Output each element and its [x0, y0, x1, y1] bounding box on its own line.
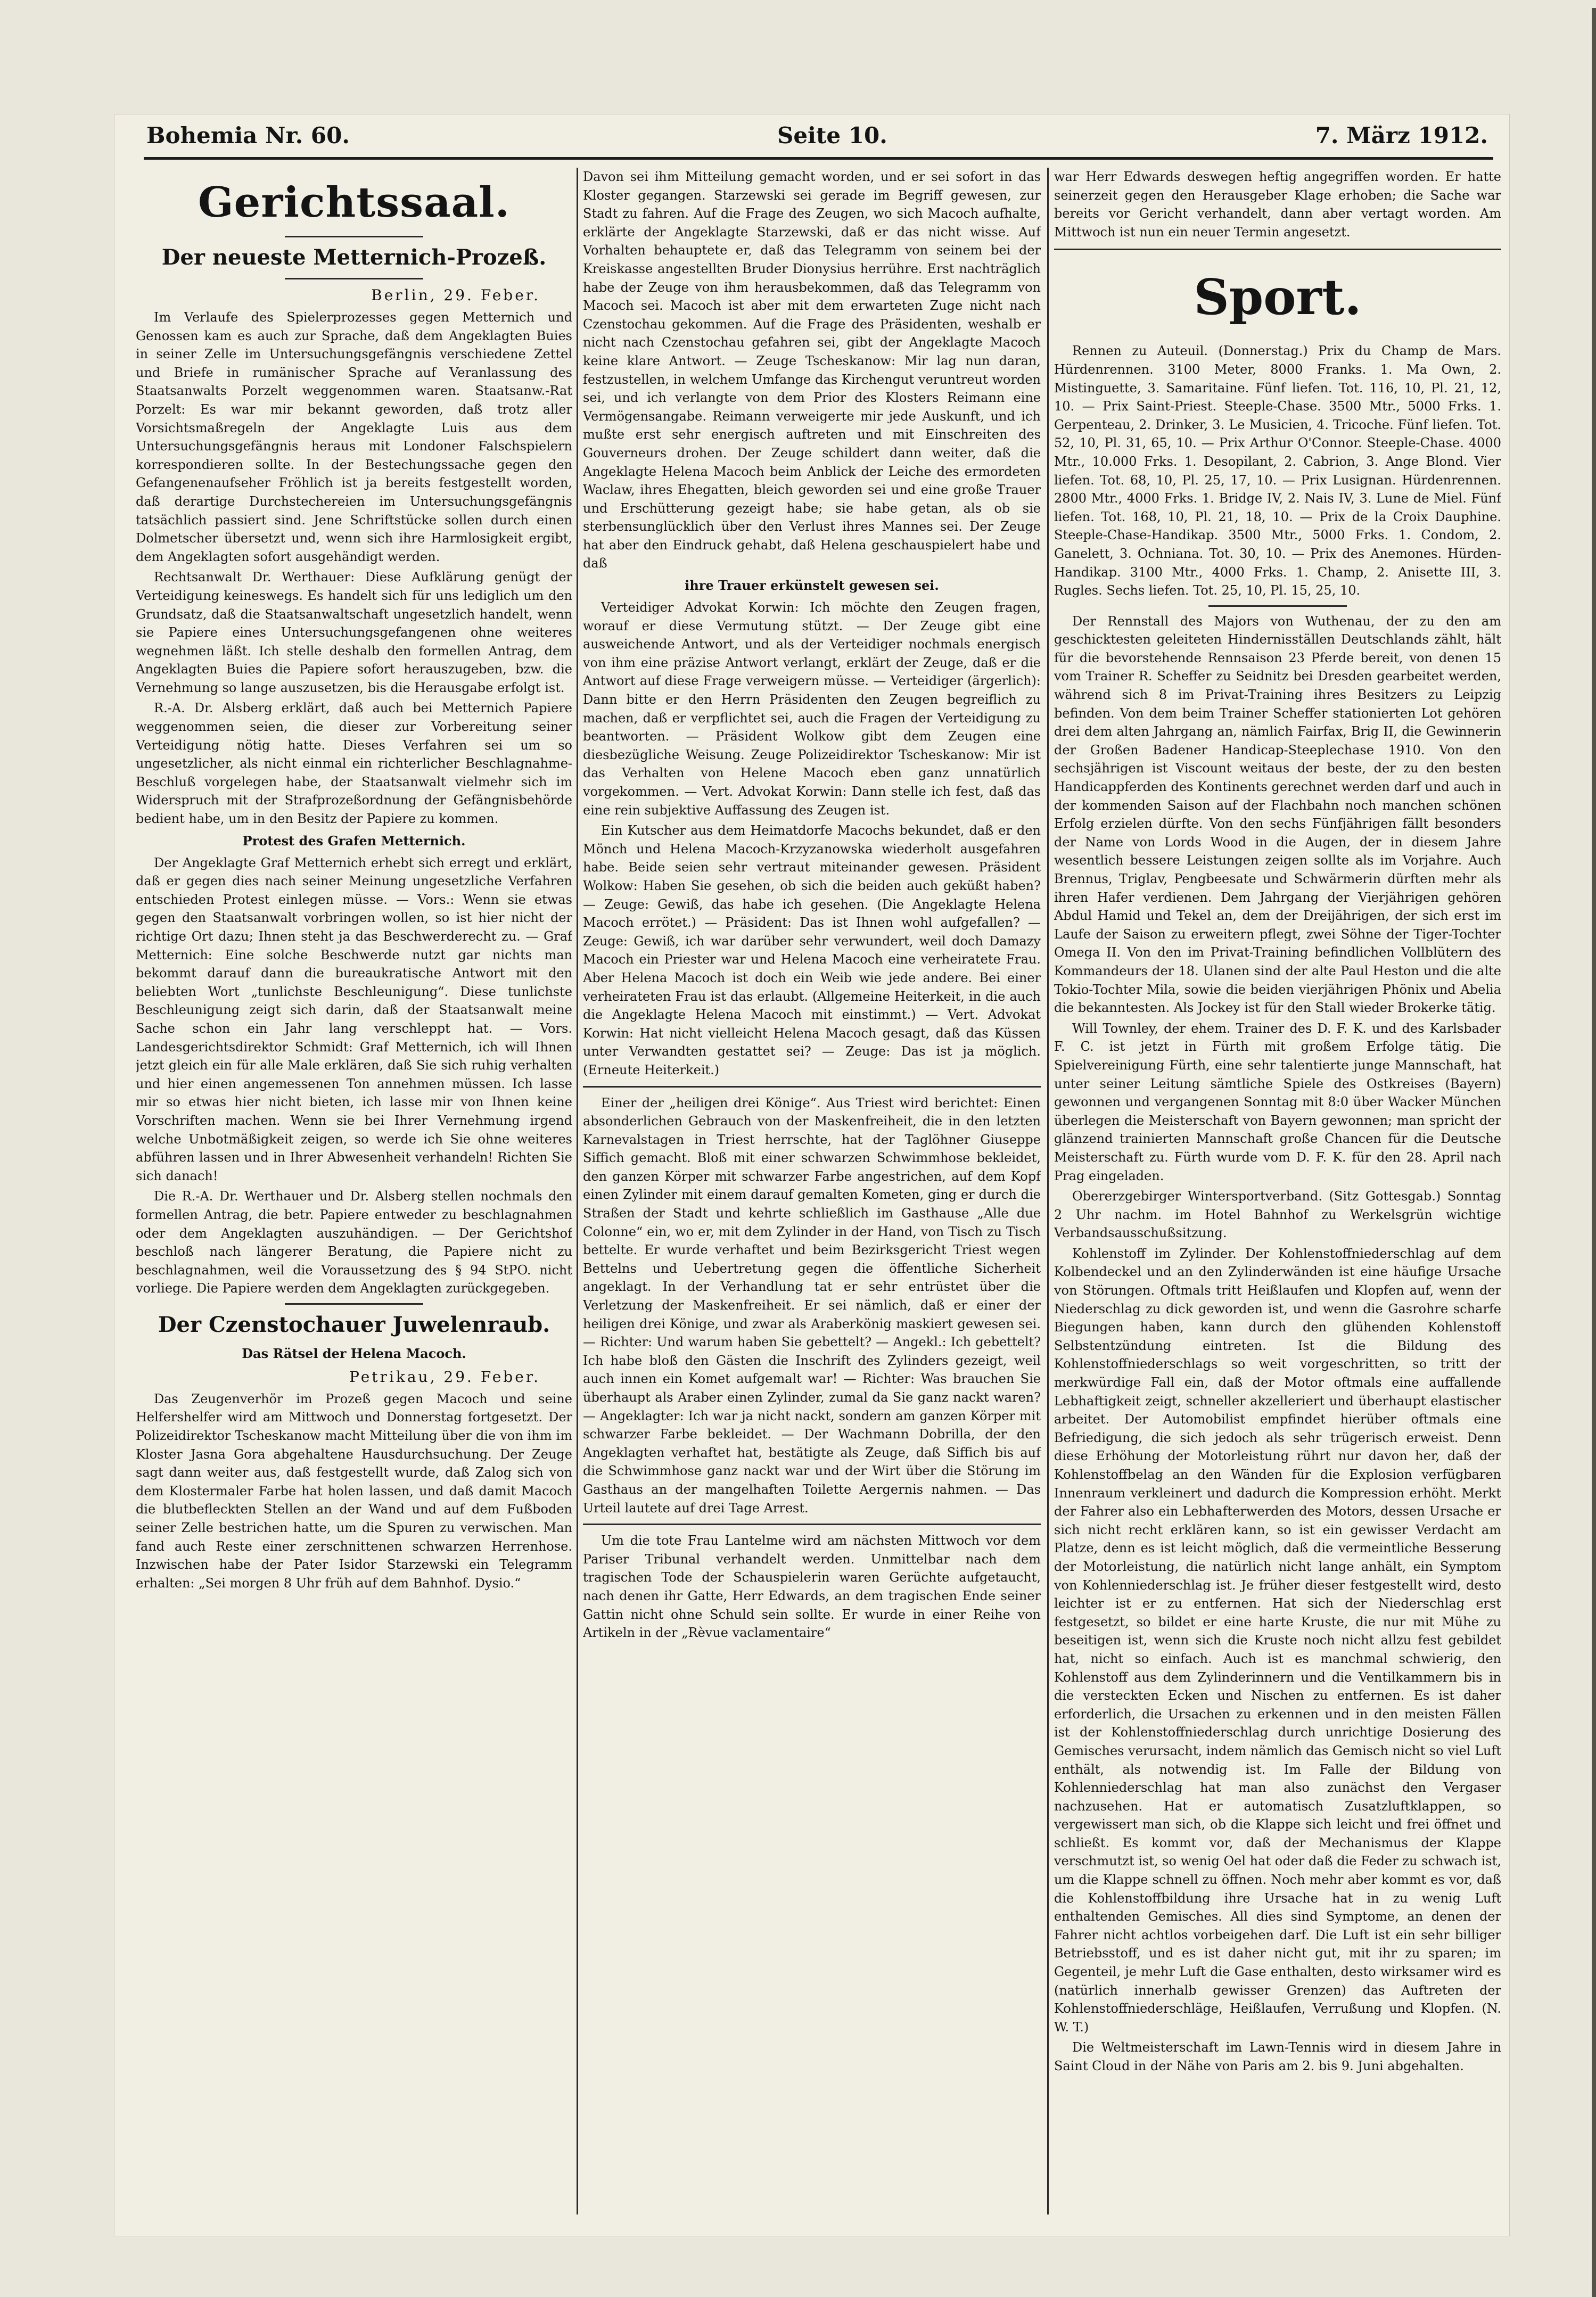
paragraph: Will Townley, der ehem. Trainer des D. F. K. und des Karlsbader F. C. ist jetzt in Fürth mit großem Erfolge tätig. Die Spielvereinigung Fürth, eine sehr talentierte junge Mannschaft, hat unter seiner Leitung sämtliche Spiele des Ostkreises (Bayern) gewonnen und vergangenen Sonntag mit 8:0 über Wacker München überlegen die Meisterschaft von Bayern gewonnen; man spricht der glänzend trainierten Mannschaft große Chancen für die Deutsche Meisterschaft zu. Fürth wurde vom D. F. K. für den 28. April nach Prag eingeladen.: [1054, 1020, 1501, 1183]
header-rule: [144, 157, 1493, 160]
paragraph: Um die tote Frau Lantelme wird am nächsten Mittwoch vor dem Pariser Tribunal verhandelt werden. Unmittelbar nach dem tragischen Tode der Schauspielerin waren Gerüchte aufgetaucht, nach denen ihr Gatte, Herr Edwards, an dem tragischen Ende seiner Gattin nicht ohne Schuld sein sollte. Er wurde in einer Reihe von Artikeln in der „Rèvue vaclamentaire“: [583, 1533, 1041, 1641]
paragraph: Im Verlaufe des Spielerprozesses gegen Metternich und Genossen kam es auch zur Sprache, daß dem Angeklagten Buies in seiner Zelle im Untersuchungsgefängnis verschiedene Zettel und Briefe in rumänischer Sprache auf Veranlassung des Staatsanwalts Porzelt weggenommen waren. Staatsanw.-Rat Porzelt: Es war mir bekannt geworden, daß trotz aller Vorsichtsmaßregeln der Angeklagte Luis aus dem Untersuchungsgefängnis heraus mit Londoner Falschspielern korrespondieren sollte. In der Bestechungssache gegen den Gefangenenaufseher Fröhlich ist ja bereits festgestellt worden, daß derartige Durchstechereien im Untersuchungsgefängnis tatsächlich passiert sind. Jene Schriftstücke sollen durch einen Dolmetscher übersetzt und, wenn sich ihre Harmlosigkeit ergibt, dem Angeklagten sofort ausgehändigt werden.: [136, 310, 572, 564]
section-title-sport: Sport.: [1194, 268, 1362, 326]
paragraph: Die Weltmeisterschaft im Lawn-Tennis wird in diesem Jahre in Saint Cloud in der Nähe von Paris am 2. bis 9. Juni abgehalten.: [1054, 2040, 1501, 2073]
divider: [285, 1303, 423, 1305]
paragraph: Obererzgebirger Wintersportverband. (Sitz Gottesgab.) Sonntag 2 Uhr nachm. im Hotel Bahnhof zu Werkelsgrün wichtige Verbandsausschußsitzung.: [1054, 1189, 1501, 1241]
article-title: Der neueste Metternich-Prozeß.: [161, 245, 547, 270]
column-2: [583, 168, 1041, 2214]
dateline: Berlin, 29. Feber.: [371, 286, 540, 304]
divider: [583, 1524, 1041, 1525]
divider: [1208, 605, 1347, 607]
paragraph: Ein Kutscher aus dem Heimatdorfe Macochs bekundet, daß er den Mönch und Helena Macoch-Krzyzanowska wiederholt ausgefahren habe. Beide seien sehr vertraut miteinander gewesen. Präsident Wolkow: Haben Sie gesehen, ob sich die beiden auch geküßt haben? — Zeuge: Gewiß, das habe ich gesehen. (Die Angeklagte Helena Macoch errötet.) — Präsident: Das ist Ihnen wohl aufgefallen? — Zeuge: Gewiß, ich war darüber sehr verwundert, weil doch Damazy Macoch ein Priester war und Helena Macoch eine verheiratete Frau. Aber Helena Macoch ist doch ein Weib wie jede andere. Bei einer verheirateten Frau ist das erlaubt. (Allgemeine Heiterkeit, in die auch die Angeklagte Helena Macoch mit einstimmt.) — Vert. Advokat Korwin: Hat nicht vielleicht Helena Macoch gesagt, daß das Küssen unter Verwandten gestattet sei? — Zeuge: Das ist ja möglich. (Erneute Heiterkeit.): [583, 823, 1041, 1077]
column-3: [1054, 168, 1501, 2214]
divider: [1054, 249, 1501, 250]
dateline: Petrikau, 29. Feber.: [349, 1368, 540, 1386]
paragraph: Kohlenstoff im Zylinder. Der Kohlenstoffniederschlag auf dem Kolbendeckel und an den Zylinderwänden ist eine häufige Ursache von Störungen. Oftmals tritt Heißlaufen und Klopfen auf, wenn der Niederschlag zu dick geworden ist, und wenn die Gasrohre scharfe Biegungen haben, kann durch den glühenden Kohlenstoff Selbstentzündung eintreten. Ist die Bildung des Kohlenstoffniederschlags so weit vorgeschritten, so tritt der merkwürdige Fall ein, daß der Motor oftmals eine auffallende Lebhaftigkeit zeigt, schneller akzelleriert und überhaupt elastischer arbeitet. Der Automobilist empfindet hierüber oftmals eine Befriedigung, die sich jedoch als sehr trügerisch erweist. Denn diese Erhöhung der Motorleistung rührt nur davon her, daß der Kohlenstoffbelag an den Wänden für die Explosion verfügbaren Innenraum verkleinert und dadurch die Kompression erhöht. Merkt der Fahrer also ein Lebhafterwerden des Motors, dessen Ursache er sich nicht recht erklären kann, so ist ein gewisser Verdacht am Platze, denn es ist leicht möglich, daß die vermeintliche Besserung der Motorleistung, die natürlich nicht lange anhält, ein Symptom von Kohlenniederschlag ist. Je früher dieser festgestellt wird, desto leichter ist er zu entfernen. Hat sich der Niederschlag erst festgesetzt, so bildet er eine harte Kruste, die nur mit Mühe zu beseitigen ist, wenn sich die Kruste noch nicht allzu fest gebildet hat, nicht so einfach. Auch ist es manchmal schwierig, den Kohlenstoff aus dem Zylinderinnern und die Ventilkammern bis in die versteckten Ecken und Nischen zu entfernen. Es ist daher erforderlich, die Ursachen zu erkennen und in den meisten Fällen ist der Kohlenstoffniederschlag durch unrichtige Dosierung des Gemisches verursacht, indem nämlich das Gemisch nicht so viel Luft enthält, als notwendig ist. Im Falle der Bildung von Kohlenniederschlag hat man also zunächst den Vergaser nachzusehen. Hat er automatisch Zusatzluftklappen, so vergewissert man sich, ob die Klappe sich leicht und frei öffnet und schließt. Es kommt vor, daß der Mechanismus der Klappe verschmutzt ist, so wenig Oel hat oder daß die Feder zu schwach ist, um die Klappe schnell zu öffnen. Noch mehr aber kommt es vor, daß die Kohlenstoffbildung ihre Ursache hat in zu wenig Luft enthaltenden Gemisches. All dies sind Symptome, an denen der Fahrer nicht achtlos vorbeigehen darf. Die Luft ist ein sehr billiger Betriebsstoff, und es ist daher nicht gut, mit ihr zu sparen; im Gegenteil, je mehr Luft die Gase enthalten, desto wirksamer wird es (natürlich innerhalb gewisser Grenzen) das Auftreten der Kohlenstoffniederschläge, Heißlaufen, Verrußung und Klopfen. (N. W. T.): [1054, 1246, 1501, 2035]
section-title-gerichtssaal: Gerichtssaal.: [198, 178, 510, 227]
paragraph: Einer der „heiligen drei Könige“. Aus Triest wird berichtet: Einen absonderlichen Gebrauch von der Maskenfreiheit, die in den letzten Karnevalstagen in Triest herrschte, hat der Taglöhner Giuseppe Siffich gemacht. Bloß mit einer schwarzen Schwimmhose bekleidet, den ganzen Körper mit schwarzer Farbe angestrichen, auf dem Kopf einen Zylinder mit einem darauf gemalten Kometen, ging er durch die Straßen der Stadt und kehrte schließlich im Gasthause „Alle due Colonne“ ein, wo er, mit dem Zylinder in der Hand, von Tisch zu Tisch bettelte. Er wurde verhaftet und beim Bezirksgericht Triest wegen Bettelns und Uebertretung gegen die öffentliche Sicherheit angeklagt. In der Verhandlung tat er sehr entrüstet über die Verletzung der Maskenfreiheit. Er sei nämlich, daß er einer der heiligen drei Könige, und zwar als Araberkönig maskiert gewesen sei. — Richter: Und warum haben Sie gebettelt? — Angekl.: Ich gebettelt? Ich habe bloß den Gästen die Inschrift des Zylinders gezeigt, weil auch innen ein Komet aufgemalt war! — Richter: Was brauchen Sie überhaupt als Araber einen Zylinder, zumal da Sie ganz nackt waren? — Angeklagter: Ich war ja nicht nackt, sondern am ganzen Körper mit schwarzer Farbe bekleidet. — Der Wachmann Dobrilla, der den Angeklagten verhaftet hat, bestätigte als Zeuge, daß Siffich bis auf die Schwimmhose ganz nackt war und der Wirt über die Störung im Gasthaus an der mangelhaften Toilette Aergernis nahmen. — Das Urteil lautete auf drei Tage Arrest.: [583, 1095, 1041, 1516]
column-divider: [1047, 168, 1049, 2214]
paragraph: Der Rennstall des Majors von Wuthenau, der zu den am geschicktesten geleiteten Hindernisställen Deutschlands zählt, hält für die bevorstehende Rennsaison 23 Pferde bereit, von denen 15 vom Trainer R. Scheffer zu Seidnitz bei Dresden gearbeitet werden, während sich 8 im Privat-Training ihres Besitzers zu Leipzig befinden. Von dem beim Trainer Scheffer stationierten Lot gehören drei dem alten Jahrgang an, nämlich Fairfax, Brig II, die Gewinnerin der Großen Badener Handicap-Steeplechase 1910. Von den sechsjährigen ist Viscount weitaus der beste, der zu den besten Handicappferden des Kontinents gerechnet werden darf und auch in der kommenden Saison auf der Flachbahn noch manchen schönen Erfolg erzielen dürfte. Von den sechs Fünfjährigen fällt besonders der Name von Lords Wood in die Augen, der in diesem Jahre wesentlich bessere Leistungen zeigen sollte als im Vorjahre. Auch Brennus, Triglav, Pengbeesate und Schwärmerin dürften mehr als ihren Hafer verdienen. Dem Jahrgang der Vierjährigen gehören Abdul Hamid und Tekel an, dem der Dreijährigen, der sich erst im Laufe der Saison zu erweitern pflegt, zwei Söhne der Tiger-Tochter Omega II. Von den im Privat-Training befindlichen Vollblütern des Kommandeurs der 18. Ulanen sind der alte Paul Heston und die alte Tokio-Tochter Mila, sowie die beiden vierjährigen Phönix und Abelia die bekanntesten. Als Jockey ist für den Stall wieder Brokerke tätig.: [1054, 613, 1501, 1016]
column-1: [136, 168, 572, 2214]
paragraph: Verteidiger Advokat Korwin: Ich möchte den Zeugen fragen, worauf er diese Vermutung stützt. — Der Zeuge gibt eine ausweichende Antwort, und als der Verteidiger nochmals energisch von ihm eine präzise Antwort verlangt, erklärt der Zeuge, daß er die Antwort auf diese Frage verweigern müsse. — Verteidiger (ärgerlich): Dann bitte er den Herrn Präsidenten den Zeugen begreiflich zu machen, daß er verpflichtet sei, auch die Fragen der Verteidigung zu beantworten. — Präsident Wolkow gibt dem Zeugen eine diesbezügliche Weisung. Zeuge Polizeidirektor Tscheskanow: Mir ist das Verhalten von Helene Macoch eben ganz unnatürlich vorgekommen. — Vert. Advokat Korwin: Dann stelle ich fest, daß das eine rein subjektive Auffassung des Zeugen ist.: [583, 600, 1041, 818]
article-subtitle: Das Rätsel der Helena Macoch.: [242, 1345, 466, 1361]
divider: [583, 1086, 1041, 1088]
issue-date: 7. März 1912.: [1315, 122, 1488, 149]
issue-number: Bohemia Nr. 60.: [146, 122, 350, 149]
article-title: Der Czenstochauer Juwelenraub.: [158, 1312, 550, 1337]
paragraph: Die R.-A. Dr. Werthauer und Dr. Alsberg stellen nochmals den formellen Antrag, die betr. Papiere entweder zu beschlagnahmen oder dem Angeklagten auszuhändigen. — Der Gerichtshof beschloß nach längerer Beratung, die Papiere nicht zu beschlagnahmen, weil die Voraussetzung des § 94 StPO. nicht vorliege. Die Papiere werden dem Angeklagten zurückgegeben.: [136, 1189, 572, 1296]
page-number: Seite 10.: [777, 122, 887, 149]
paragraph: war Herr Edwards deswegen heftig angegriffen worden. Er hatte seinerzeit gegen den Herausgeber Klage erhoben; die Sache war bereits vor Gericht verhandelt, dann aber vertagt worden. Am Mittwoch ist nun ein neuer Termin angesetzt.: [1054, 169, 1501, 240]
column-divider: [577, 168, 578, 2214]
paragraph: Rennen zu Auteuil. (Donnerstag.) Prix du Champ de Mars. Hürdenrennen. 3100 Meter, 8000 Franks. 1. Ma Own, 2. Mistinguette, 3. Samaritaine. Fünf liefen. Tot. 116, 10, Pl. 21, 12, 10. — Prix Saint-Priest. Steeple-Chase. 3500 Mtr., 5000 Frks. 1. Gerpenteau, 2. Drinker, 3. Le Musicien, 4. Tricoche. Fünf liefen. Tot. 52, 10, Pl. 31, 65, 10. — Prix Arthur O'Connor. Steeple-Chase. 4000 Mtr., 10.000 Frks. 1. Desopilant, 2. Cabrion, 3. Ange Blond. Vier liefen. Tot. 68, 10, Pl. 25, 17, 10. — Prix Lusignan. Hürdenrennen. 2800 Mtr., 4000 Frks. 1. Bridge IV, 2. Nais IV, 3. Lune de Miel. Fünf liefen. Tot. 168, 10, Pl. 21, 18, 10. — Prix de la Croix Dauphine. Steeple-Chase-Handikap. 3500 Mtr., 5000 Frks. 1. Condom, 2. Ganelett, 3. Ochniana. Tot. 30, 10. — Prix des Anemones. Hürden-Handikap. 3100 Mtr., 4000 Frks. 1. Champ, 2. Anisette III, 3. Rugles. Sechs liefen. Tot. 25, 10, Pl. 15, 25, 10.: [1054, 343, 1501, 598]
paragraph: Rechtsanwalt Dr. Werthauer: Diese Aufklärung genügt der Verteidigung keineswegs. Es handelt sich für uns lediglich um den Grundsatz, daß die Staatsanwaltschaft ungesetzlich handelt, wenn sie Papiere eines Untersuchungsgefangenen ohne weiteres wegnehmen läßt. Ich stelle deshalb den formellen Antrag, dem Angeklagten Buies die Papiere sofort herauszugeben, bzw. die Vernehmung so lange auszusetzen, bis die Herausgabe erfolgt ist.: [136, 570, 572, 695]
subheading: Protest des Grafen Metternich.: [242, 833, 466, 849]
subheading: ihre Trauer erkünstelt gewesen sei.: [685, 578, 939, 594]
divider: [285, 278, 423, 279]
paragraph: Davon sei ihm Mitteilung gemacht worden, und er sei sofort in das Kloster gegangen. Starzewski sei gerade im Begriff gewesen, zur Stadt zu fahren. Auf die Frage des Zeugen, wo sich Macoch aufhalte, erklärte der Angeklagte Starzewski, daß er das nicht wisse. Auf Vorhalten behauptete er, daß das Telegramm von seinem bei der Kreiskasse angestellten Bruder Dionysius herrühre. Erst nachträglich habe der Zeuge von ihm herausbekommen, daß das Telegramm von Macoch sei. Macoch ist aber mit dem erwarteten Zuge nicht nach Czenstochau gekommen. Auf die Frage des Präsidenten, weshalb er nicht nach Czenstochau gefahren sei, gibt der Angeklagte Macoch keine klare Antwort. — Zeuge Tscheskanow: Mir lag nun daran, festzustellen, in welchem Umfange das Kirchengut veruntreut worden sei, und ich verlangte von dem Prior des Klosters Reimann eine Vermögensangabe. Reimann verweigerte mir jede Auskunft, und ich mußte erst sehr energisch auftreten und mit Einschreiten des Gouverneurs drohen. Der Zeuge schildert dann weiter, daß die Angeklagte Helena Macoch beim Anblick der Leiche des ermordeten Waclaw, ihres Ehegatten, bleich geworden sei und eine große Trauer und Erschütterung gezeigt habe; sie habe getan, als ob sie sterbensunglücklich über den Verlust ihres Mannes sei. Der Zeuge hat aber den Eindruck gehabt, daß Helena geschauspielert habe und daß: [583, 169, 1041, 571]
newspaper-page: [114, 114, 1509, 2236]
divider: [285, 236, 423, 237]
paragraph: Das Zeugenverhör im Prozeß gegen Macoch und seine Helfershelfer wird am Mittwoch und Donnerstag fortgesetzt. Der Polizeidirektor Tscheskanow macht Mitteilung über die von ihm im Kloster Jasna Gora abgehaltene Hausdurchsuchung. Der Zeuge sagt dann weiter aus, daß festgestellt wurde, daß Zalog sich von dem Klostermaler Farbe hat holen lassen, und daß damit Macoch die blutbefleckten Stellen an der Wand und auf dem Fußboden seiner Zelle bestrichen hatte, um die Spuren zu verwischen. Man fand auch Reste einer zerschnittenen schwarzen Herrenhose. Inzwischen habe der Pater Isidor Starzewski ein Telegramm erhalten: „Sei morgen 8 Uhr früh auf dem Bahnhof. Dysio.“: [136, 1391, 572, 1591]
paragraph: Der Angeklagte Graf Metternich erhebt sich erregt und erklärt, daß er gegen dies nach seiner Meinung ungesetzliche Verfahren entschieden Protest einlegen müsse. — Vors.: Wenn sie etwas gegen den Staatsanwalt vorbringen wollen, so ist hier nicht der richtige Ort dazu; Ihnen steht ja das Beschwerderecht zu. — Graf Metternich: Eine solche Beschwerde nutzt gar nichts man bekommt darauf dann die bureaukratische Antwort mit den beliebten Wort „tunlichste Beschleunigung“. Diese tunlichste Beschleunigung zeigt sich darin, daß der Staatsanwalt meine Sache schon ein Jahr lang verschleppt hat. — Vors. Landesgerichtsdirektor Schmidt: Graf Metternich, ich will Ihnen jetzt gleich ein für alle Male erklären, daß Sie sich ruhig verhalten und hier einen angemessenen Ton annehmen müssen. Ich lasse mir so etwas hier nicht bieten, ich lasse mir von Ihnen keine Vorschriften machen. Wenn sie bei Ihrer Vernehmung irgend welche Unbotmäßigkeit zeigen, so werde ich Sie ohne weiteres abführen lassen und in Ihrer Abwesenheit verhandeln! Richten Sie sich danach!: [136, 855, 572, 1183]
paragraph: R.-A. Dr. Alsberg erklärt, daß auch bei Metternich Papiere weggenommen seien, die dieser zur Vorbereitung seiner Verteidigung nötig hatte. Dieses Verfahren sei um so ungesetzlicher, als nicht einmal ein richterlicher Beschlagnahme-Beschluß vorgelegen habe, der Staatsanwalt vielmehr sich im Widerspruch mit der Strafprozeßordnung der Gefängnisbehörde bedient habe, um in den Besitz der Papiere zu kommen.: [136, 701, 572, 827]
